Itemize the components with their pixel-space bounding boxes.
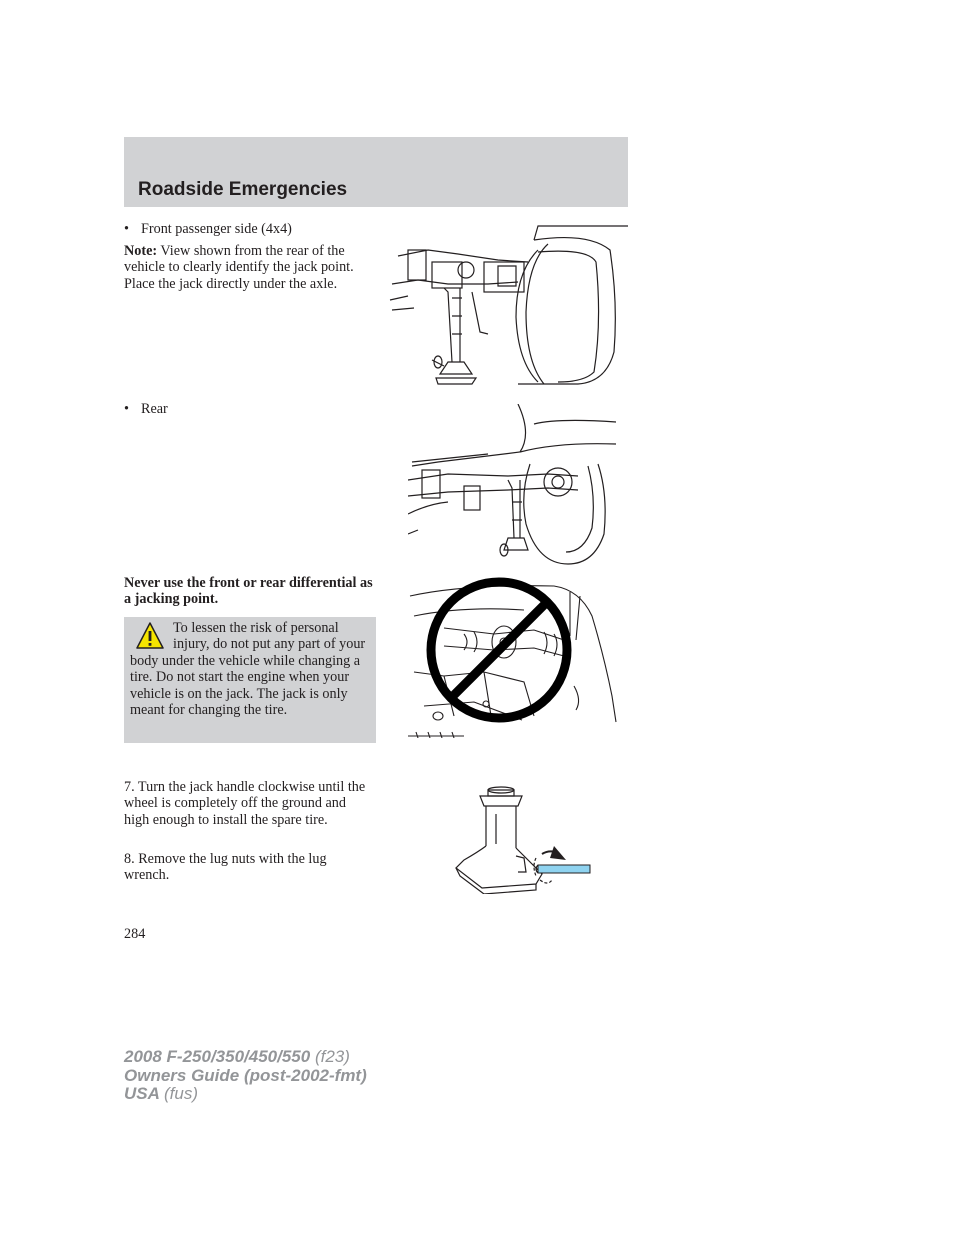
note-label: Note: xyxy=(124,243,158,259)
bullet-front-passenger-text: Front passenger side (4x4) xyxy=(141,221,292,237)
footer-market-code: (fus) xyxy=(164,1084,198,1103)
bullet-dot: • xyxy=(124,401,129,417)
bullet-rear xyxy=(124,401,168,417)
page-number: 284 xyxy=(124,926,146,942)
no-symbol-icon xyxy=(431,582,567,718)
step-8: 8. Remove the lug nuts with the lug wrench. xyxy=(124,851,327,884)
footer-line-1 xyxy=(124,1048,367,1067)
bullet-dot: • xyxy=(124,221,129,237)
front-jack-point-illustration xyxy=(388,222,632,388)
bullet-rear-text: Rear xyxy=(141,401,168,417)
footer-line-2 xyxy=(124,1067,367,1086)
footer-market: USA xyxy=(124,1084,160,1103)
warning-text: To lessen the risk of personal injury, do not put any part of your body under the vehicle while changing a tire. Do not start the engine when your vehicle is on the jack. The jack is only meant for changing the tire. xyxy=(130,620,366,719)
footer-guide: Owners Guide (post-2002-fmt) xyxy=(124,1065,367,1085)
bullet-front-passenger xyxy=(124,221,292,237)
footer-model: 2008 F-250/350/450/550 xyxy=(124,1047,311,1066)
note-text: View shown from the rear of the vehicle to clearly identify the jack point. Place the jack directly under the axle. xyxy=(124,243,354,292)
section-header xyxy=(124,137,628,207)
page-title: Roadside Emergencies xyxy=(138,179,348,200)
rear-jack-point-illustration xyxy=(408,404,620,568)
footer-model-code: (f23) xyxy=(314,1047,350,1066)
differential-prohibited-illustration xyxy=(404,576,620,738)
differential-warning: Never use the front or rear differential as a jacking point. xyxy=(124,575,373,608)
note-paragraph xyxy=(124,243,372,292)
step-7: 7. Turn the jack handle clockwise until the wheel is completely off the ground and high enough to install the spare tire. xyxy=(124,779,366,828)
footer-line-3 xyxy=(124,1085,367,1104)
warning-box xyxy=(124,617,376,743)
document-footer xyxy=(124,1048,367,1104)
jack-handle-clockwise-illustration xyxy=(452,784,596,894)
